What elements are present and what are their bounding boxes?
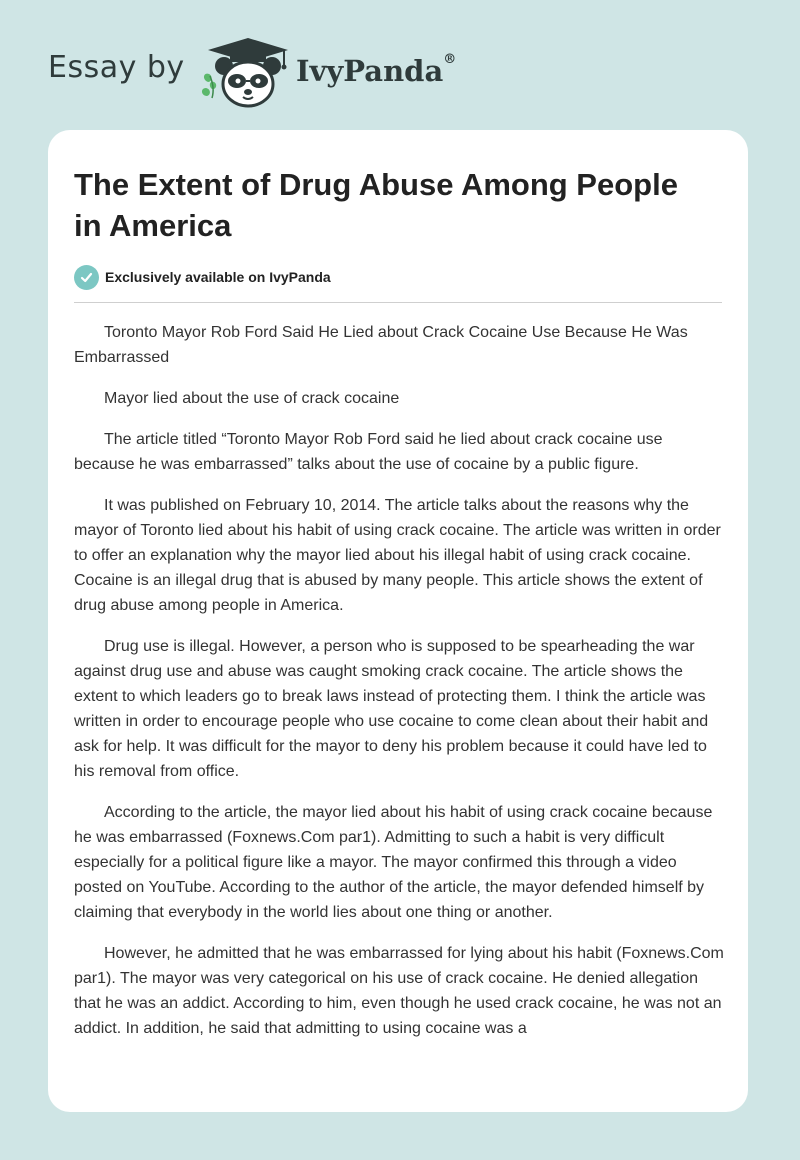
essay-body <box>74 320 724 1057</box>
paragraph: It was published on February 10, 2014. The article talks about the reasons why the mayor of Toronto lied about his habit of using crack cocaine. The article was written in order to offer an explanation why the mayor lied about his illegal habit of using crack cocaine. Cocaine is an illegal drug that is abused by many people. This article shows the extent of drug abuse among people in America. <box>74 497 721 614</box>
divider <box>74 302 722 303</box>
paragraph-heading: Toronto Mayor Rob Ford Said He Lied about Crack Cocaine Use Because He Was Embarrassed <box>74 324 688 366</box>
ivy-leaf-icon <box>202 74 216 98</box>
paragraph: According to the article, the mayor lied about his habit of using crack cocaine because he was embarrassed (Foxnews.Com par1). Admitting to such a habit is very difficult especially for a political figure like a mayor. The mayor confirmed this through a video posted on YouTube. According to the author of the article, the mayor defended himself by claiming that everybody in the world lies about one thing or another. <box>74 804 713 921</box>
check-circle-icon <box>74 265 99 290</box>
badge-label: Exclusively available on IvyPanda <box>105 269 331 285</box>
essay-card <box>48 130 748 1112</box>
paragraph-subheading: Mayor lied about the use of crack cocaine <box>104 390 400 407</box>
exclusive-badge <box>74 264 331 290</box>
site-header <box>0 0 800 130</box>
essay-by-label: Essay by <box>48 50 185 85</box>
brand-name: IvyPanda <box>296 54 444 88</box>
paragraph: The article titled “Toronto Mayor Rob Ford said he lied about crack cocaine use because he was embarrassed” talks about the use of cocaine by a public figure. <box>74 431 663 473</box>
essay-title: The Extent of Drug Abuse Among People in America <box>74 167 678 243</box>
paragraph: Drug use is illegal. However, a person who is supposed to be spearheading the war against drug use and abuse was caught smoking crack cocaine. The article shows the extent to which leaders go to break laws instead of protecting them. I think the article was written in order to encourage people who use cocaine to come clean about their habit and ask for help. It was difficult for the mayor to deny his problem because it could have led to his removal from office. <box>74 638 709 780</box>
registered-mark: ® <box>443 52 457 67</box>
brand-logo-text[interactable] <box>296 54 456 88</box>
panda-graduate-logo-icon[interactable] <box>200 36 292 110</box>
paragraph: However, he admitted that he was embarrassed for lying about his habit (Foxnews.Com par1). The mayor was very categorical on his use of crack cocaine. He denied allegation that he was an addict. According to him, even though he used crack cocaine, he was not an addict. In addition, he said that admitting to using cocaine was a <box>74 945 724 1037</box>
